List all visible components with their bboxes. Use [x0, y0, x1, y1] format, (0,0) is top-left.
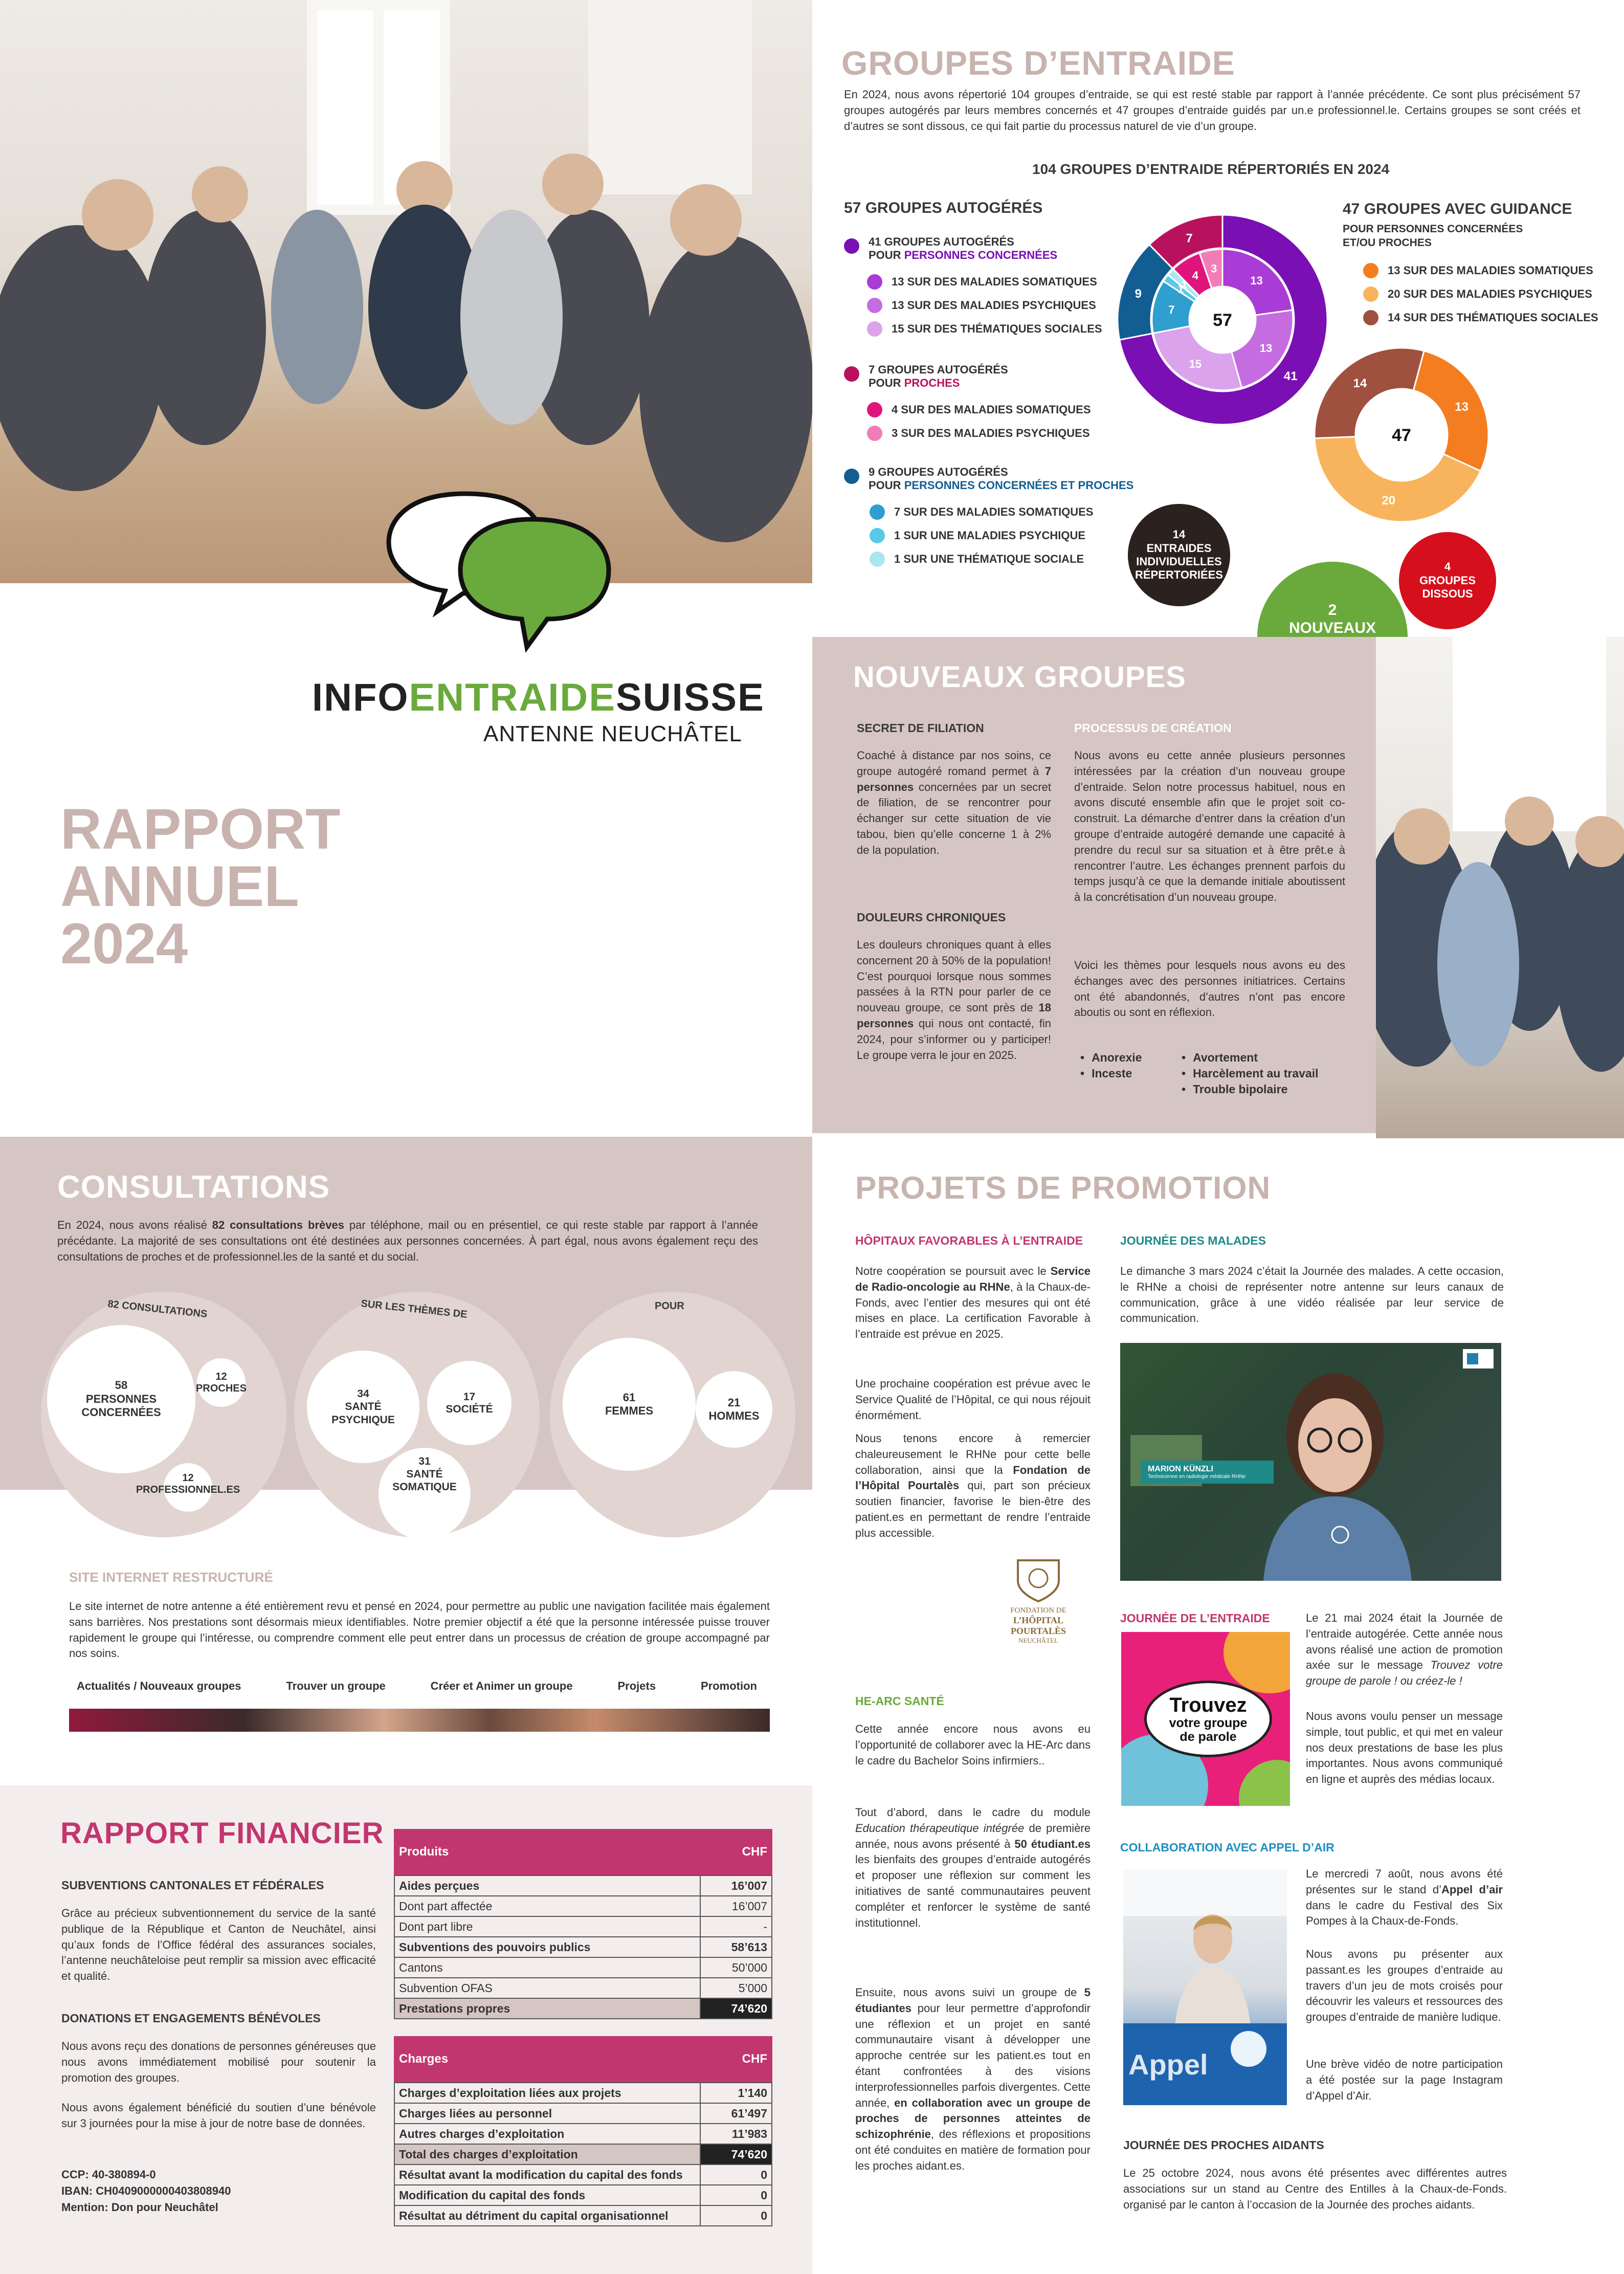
video-still[interactable] — [1120, 1343, 1501, 1581]
dot-g1 — [844, 238, 859, 254]
nouveaux-p3: Nous avons eu cette année plusieurs personnes intéressées par la création d’un nouveau groupe d’entraide. Selon notre processus habituel, nous en avons discuté ensemble afin que le projet soit co-construit. La démarche d’entrer dans la création d’un groupe d’entraide autogéré demande une capacité à prendre du recul sur sa situation et à être prêt.e à rencontrer l’autre. Les échanges prennent parfois du temps jusqu’à ce que la demande initiale aboutissent à la concrétisation d’un nouveau groupe. — [1074, 749, 1345, 904]
fin-label: Prestations propres — [394, 1998, 700, 2019]
promo-h-jm: JOURNÉE DES MALADES — [1120, 1234, 1266, 1247]
fin-row — [394, 2165, 772, 2185]
fin-label: Cantons — [394, 1957, 700, 1978]
fin-row — [394, 1875, 772, 1896]
promo-title: PROJETS DE PROMOTION — [855, 1171, 1271, 1206]
speech-bubbles-logo — [379, 489, 614, 657]
promo-p-je1: Le 21 mai 2024 était la Journée de l’entraide autogérée. Cette année nous avons réalisé une action de promotion axée sur le message Trouvez votre groupe de parole ! ou créez-le ! — [1306, 1611, 1503, 1688]
promo-p-ap1: Le mercredi 7 août, nous avons été présentes sur le stand d’Appel d’air dans le cadre du Festival des Six Pompes à la Chaux-de-Fonds. — [1306, 1867, 1503, 1928]
circle-proches: 12 PROCHES — [197, 1358, 246, 1407]
fin-label: Modification du capital des fonds — [394, 2185, 700, 2205]
report-line2: ANNUEL — [60, 854, 299, 918]
promo-p-pa: Le 25 octobre 2024, nous avons été présentes avec différentes autres associations sur un stand au Centre des Entilles à la Chaux-de-Fonds. organisé par le canton à l’occasion de la Journée des proches aidants. — [1123, 2167, 1507, 2211]
fin-value: 5’000 — [700, 1978, 772, 1998]
pourtales-crest-icon — [1010, 1555, 1066, 1604]
fin-label: Résultat au détriment du capital organisationnel — [394, 2205, 700, 2226]
promo-h-ap: COLLABORATION AVEC APPEL D’AIR — [1120, 1841, 1334, 1854]
report-line1: RAPPORT — [60, 797, 341, 861]
legend-g3-1: 7 SUR DES MALADIES SOMATIQUES — [870, 504, 1094, 520]
promo-p-he2: Tout d’abord, dans le cadre du module Education thérapeutique intégrée de première année, nous avons présenté à 50 étudiant.es les bienfaits des groupes d’entraide autogérés et proposer une réflexion sur comment les initiatives de santé communautaires peuvent compléter et renforcer le système de santé institutionnel. — [855, 1806, 1091, 1929]
fin-value: 74’620 — [700, 1998, 772, 2019]
finance-p1: Grâce au précieux subventionnement du service de la santé publique de la République et Canton de Neuchâtel, ainsi qu’aux fonds de l’Office fédéral des assurances sociales, l’antenne neuchâteloise peut remplir sa mission avec efficacité et qualité. — [61, 1907, 376, 1983]
site-banner-image — [69, 1709, 770, 1732]
promo-p-hop1: Notre coopération se poursuit avec le Service de Radio-oncologie au RHNe, à la Chaux-de-Fonds, avec l’entier des mesures qui ont été mises en place. La certification Favorable à l’entraide est prévue en 2025. — [855, 1265, 1091, 1341]
site-title: SITE INTERNET RESTRUCTURÉ — [69, 1570, 273, 1585]
legend-g2: 7 GROUPES AUTOGÉRÉS POUR PROCHES — [844, 363, 1008, 390]
circle-somatique: 31 SANTÉ SOMATIQUE — [379, 1448, 471, 1540]
circle2-label: SUR LES THÈMES DE — [360, 1298, 468, 1320]
finance-h2: DONATIONS ET ENGAGEMENTS BÉNÉVOLES — [61, 2012, 321, 2025]
promo-p-hop3: Nous tenons encore à remercier chaleureusement le RHNe pour cette belle collaboration, ainsi que la Fondation de l’Hôpital Pourtalès qui, part son précieux soutien financier, favorise le bien-être des patient.es en permettant de rendre l’entraide plus accessible. — [855, 1432, 1091, 1539]
promo-p-ap2: Nous avons pu présenter aux passant.es les groupes d’entraide au travers d’un jeu de mots croisés pour découvrir les valeurs et ressources des groupes d’entraide de manière ludique. — [1306, 1948, 1503, 2024]
iban: IBAN: CH0409000000403808940 — [61, 2184, 231, 2197]
fin-value: 11’983 — [700, 2124, 772, 2144]
fin-label: Autres charges d’exploitation — [394, 2124, 700, 2144]
donut-label: 13 — [1250, 274, 1263, 288]
nouveaux-list-1: • Anorexie • Inceste — [1080, 1050, 1142, 1081]
fin-label: Subvention OFAS — [394, 1978, 700, 1998]
produits-header: Produits CHF — [394, 1829, 772, 1875]
table-charges — [394, 2036, 772, 2226]
fin-value: 50’000 — [700, 1957, 772, 1978]
circle1-label: 82 CONSULTATIONS — [107, 1298, 208, 1320]
nouveaux-h1: SECRET DE FILIATION — [857, 721, 984, 735]
fin-label: Charges d’exploitation liées aux projets — [394, 2083, 700, 2103]
fin-value: 0 — [700, 2205, 772, 2226]
fin-value: 0 — [700, 2165, 772, 2185]
video-caption: MARION KÜNZLI Technicienne en radiologie médicale RHNe — [1141, 1461, 1274, 1484]
promo-p-ap3: Une brève vidéo de notre participation a été postée sur la page Instagram d’Appel d’Air. — [1306, 2058, 1503, 2102]
brand-antenna: ANTENNE NEUCHÂTEL — [483, 721, 742, 746]
pourtales-logo: FONDATION DE L’HÔPITAL POURTALÈS NEUCHÂTEL — [987, 1555, 1089, 1645]
circle-concernees: 58 PERSONNES CONCERNÉES — [47, 1325, 195, 1473]
fin-value: 16’007 — [700, 1875, 772, 1896]
fin-label: Résultat avant la modification du capital des fonds — [394, 2165, 700, 2185]
fin-value: 16’007 — [700, 1896, 772, 1916]
donut-label: 14 — [1353, 376, 1367, 390]
fin-row — [394, 1896, 772, 1916]
promo-p-jm: Le dimanche 3 mars 2024 c’était la Journée des malades. A cette occasion, le RHNe a choisi de représenter notre antenne sur leurs canaux de communication, grâce à une vidéo réalisée par leur service de communication. — [1120, 1265, 1504, 1325]
table-produits — [394, 1829, 772, 2019]
legend-guid-3: 14 SUR DES THÉMATIQUES SOCIALES — [1363, 310, 1598, 325]
fin-value: 0 — [700, 2185, 772, 2205]
promo-p-hop2: Une prochaine coopération est prévue avec le Service Qualité de l’Hôpital, ce qui nous réjouit énormément. — [855, 1377, 1091, 1422]
finance-p2: Nous avons reçu des donations de personnes généreuses que nous avons immédiatement mobilisé pour soutenir la promotion des groupes. — [61, 2040, 376, 2084]
legend-g1-2: 13 SUR DES MALADIES PSYCHIQUES — [867, 298, 1096, 313]
fin-value: - — [700, 1916, 772, 1937]
groupes-title: GROUPES D’ENTRAIDE — [841, 44, 1235, 82]
legend-g1-3: 15 SUR DES THÉMATIQUES SOCIALES — [867, 321, 1102, 337]
groupes-intro: En 2024, nous avons répertorié 104 groupes d’entraide, se qui est resté stable par rapport à l’année précédente. Ce sont plus précisément 57 groupes autogérés par leurs membres concernés et 47 groupes d’entraide guidés par un.e professionnel.le. Certains groupes se sont créés et d’autres se sont dissous, ce qui fait partie du processus naturel de vie d’un groupe. — [844, 88, 1581, 133]
fin-label: Aides perçues — [394, 1875, 700, 1896]
site-nav — [69, 1680, 770, 1693]
finance-title: RAPPORT FINANCIER — [60, 1817, 384, 1850]
guid-heading: 47 GROUPES AVEC GUIDANCE — [1343, 201, 1572, 217]
fin-row — [394, 1957, 772, 1978]
fin-value: 74’620 — [700, 2144, 772, 2165]
donut-label: 3 — [1211, 262, 1217, 275]
fin-value: 1’140 — [700, 2083, 772, 2103]
site-nav-promotion[interactable]: Promotion — [700, 1680, 757, 1692]
fin-row — [394, 1916, 772, 1937]
produits-rows — [394, 1875, 772, 2019]
legend-g2-1: 4 SUR DES MALADIES SOMATIQUES — [867, 402, 1091, 417]
fin-row — [394, 1998, 772, 2019]
nouveaux-h3: PROCESSUS DE CRÉATION — [1074, 721, 1232, 735]
circle-professionnels: 12 PROFESSIONNEL.ES — [164, 1463, 212, 1512]
fin-row — [394, 1937, 772, 1957]
donut-label: 13 — [1455, 400, 1469, 414]
promo-p-je2: Nous avons voulu penser un message simple, tout public, et qui met en valeur nos deux prestations de base les plus importantes. Nous avons communiqué en ligne et auprès des médias locaux. — [1306, 1710, 1503, 1786]
legend-guid-2: 20 SUR DES MALADIES PSYCHIQUES — [1363, 286, 1592, 302]
promo-p-he3: Ensuite, nous avons suivi un groupe de 5 étudiantes pour leur permettre d’approfondir une réflexion et un projet en santé communautaire visant à développer une approche centrée sur les patient.es tout en étant confrontées à des visions interprofessionnelles parfois divergentes. Cette année, en collaboration avec un groupe de proches de personnes atteintes de schizophrénie, des réflexions et propositions ont été conduites en matière de formation pour les proches aidant.es. — [855, 1986, 1091, 2172]
auto-heading: 57 GROUPES AUTOGÉRÉS — [844, 200, 1043, 216]
fin-value: 58’613 — [700, 1937, 772, 1957]
chart-57-autogeres — [1115, 212, 1330, 427]
donut-label: 20 — [1382, 493, 1396, 507]
promo-p-he1: Cette année encore nous avons eu l’opportunité de collaborer avec la HE-Arc dans le cadre du Bachelor Soins infirmiers.. — [855, 1723, 1091, 1767]
bubble-crees: 2 NOUVEAUX — [1253, 558, 1412, 716]
legend-g2-2: 3 SUR DES MALADIES PSYCHIQUES — [867, 426, 1090, 441]
fin-row — [394, 2083, 772, 2103]
site-nav-trouver[interactable]: Trouver un groupe — [286, 1680, 386, 1692]
fin-label: Dont part libre — [394, 1916, 700, 1937]
donut-label: 1 — [1181, 278, 1188, 291]
fin-row — [394, 2205, 772, 2226]
donut-label: 4 — [1192, 269, 1198, 282]
group-photo-2 — [1376, 637, 1624, 1138]
circle3-label: POUR — [655, 1300, 684, 1312]
donut-label: 9 — [1134, 286, 1142, 301]
circle-societe: 17 SOCIÉTÉ — [427, 1361, 511, 1445]
ccp: CCP: 40-380894-0 — [61, 2168, 156, 2181]
site-nav-actualites[interactable]: Actualités / Nouveaux groupes — [77, 1680, 241, 1692]
promo-h-hop: HÔPITAUX FAVORABLES À L’ENTRAIDE — [855, 1234, 1083, 1247]
fin-label: Subventions des pouvoirs publics — [394, 1937, 700, 1957]
promo-h-pa: JOURNÉE DES PROCHES AIDANTS — [1123, 2138, 1324, 2152]
circle-hommes: 21 HOMMES — [696, 1371, 772, 1448]
appel-air-photo — [1123, 1870, 1287, 2105]
site-nav-projets[interactable]: Projets — [617, 1680, 656, 1692]
poster-bubble: Trouvez votre groupe de parole — [1144, 1681, 1272, 1757]
mention: Mention: Don pour Neuchâtel — [61, 2200, 218, 2214]
fin-row — [394, 2144, 772, 2165]
fin-row — [394, 2103, 772, 2124]
report-line3: 2024 — [60, 912, 188, 976]
donut-label: 13 — [1259, 342, 1273, 355]
fin-row — [394, 2124, 772, 2144]
nouveaux-p2: Les douleurs chroniques quant à elles concernent 20 à 50% de la population! C’est pourquoi lorsque nous sommes passées à la RTN pour parler de ce nouveau groupe, ce sont près de 18 personnes qui nous ont contacté, fin 2024, pour s’informer ou y participer! Le groupe verra le jour en 2025. — [857, 938, 1051, 1062]
nouveaux-h2: DOULEURS CHRONIQUES — [857, 911, 1006, 924]
finance-h1: SUBVENTIONS CANTONALES ET FÉDÉRALES — [61, 1879, 324, 1892]
brand-name: INFOENTRAIDESUISSE — [312, 676, 765, 719]
donut-label: 1 — [1177, 282, 1184, 296]
finance-bank — [61, 2167, 231, 2216]
guid-subheading: POUR PERSONNES CONCERNÉES ET/OU PROCHES — [1343, 223, 1523, 249]
report-title — [60, 797, 341, 976]
fin-row — [394, 2185, 772, 2205]
consult-title: CONSULTATIONS — [57, 1169, 330, 1205]
legend-g3: 9 GROUPES AUTOGÉRÉS POUR PERSONNES CONCERNÉES ET PROCHES — [844, 466, 1133, 492]
nouveaux-title: NOUVEAUX GROUPES — [853, 660, 1186, 694]
fin-label: Total des charges d’exploitation — [394, 2144, 700, 2165]
consult-intro: En 2024, nous avons réalisé 82 consultations brèves par téléphone, mail ou en présentiel, ce qui reste stable par rapport à l’année précédante. La majorité de ses consultations ont été destinées aux personnes concernées. À part égal, nous avons également reçu des consultations de proches et de professionnel.les de la santé et du social. — [57, 1219, 758, 1263]
charges-rows — [394, 2082, 772, 2226]
legend-g3-2: 1 SUR UNE MALADIES PSYCHIQUE — [870, 528, 1085, 543]
groupes-chart-heading: 104 GROUPES D’ENTRAIDE RÉPERTORIÉS EN 2024 — [1032, 161, 1390, 177]
finance-p3: Nous avons également bénéficié du soutien d’une bénévole sur 3 journées pour la mise à jour de notre base de données. — [61, 2101, 376, 2130]
bubble-dissous: 4 GROUPES DISSOUS — [1399, 532, 1496, 629]
site-text: Le site internet de notre antenne a été entièrement revu et pensé en 2024, pour permettre au public une navigation facilitée mais également sans barrières. Nos prestations sont désormais mieux identifiables. Notre premier objectif a été que la personne intéressée puisse trouver rapidement le groupe qui l’intéresse, ou comprendre comment elle peut entrer dans un processus de création de groupe accompagné par nos soins. — [69, 1600, 770, 1660]
donut-label: 41 — [1283, 369, 1298, 384]
nouveaux-p4: Voici les thèmes pour lesquels nous avons eu des échanges avec des personnes initiatrices. Certains ont été abandonnés, d’autres n’ont pas encore aboutis ou sont en réflexion. — [1074, 959, 1345, 1019]
legend-g1: 41 GROUPES AUTOGÉRÉS POUR PERSONNES CONCERNÉES — [844, 235, 1057, 262]
donut-center-label: 47 — [1392, 425, 1411, 445]
site-nav-creer[interactable]: Créer et Animer un groupe — [430, 1680, 573, 1692]
promo-h-he: HE-ARC SANTÉ — [855, 1694, 944, 1708]
nouveaux-p1: Coaché à distance par nos soins, ce groupe autogéré romand permet à 7 personnes concernées par un secret de filiation, de se rencontrer pour échanger sur cette situation de vie tabou, bien qu’elle concerne 1 à 2% de la population. — [857, 749, 1051, 856]
donut-center-label: 57 — [1213, 310, 1232, 330]
donut-label: 7 — [1186, 231, 1193, 246]
poster-trouvez — [1121, 1632, 1290, 1806]
nouveaux-list-2: • Avortement • Harcèlement au travail • Trouble bipolaire — [1182, 1050, 1319, 1097]
fin-label: Dont part affectée — [394, 1896, 700, 1916]
chart-47-guidance — [1312, 345, 1491, 524]
charges-header: Charges CHF — [394, 2036, 772, 2082]
fin-value: 61’497 — [700, 2103, 772, 2124]
donut-label: 15 — [1189, 358, 1202, 371]
bubble-individuelles: 14 ENTRAIDES INDIVIDUELLES RÉPERTORIÉES — [1128, 504, 1230, 606]
fin-row — [394, 1978, 772, 1998]
donut-label: 7 — [1168, 303, 1175, 317]
legend-guid-1: 13 SUR DES MALADIES SOMATIQUES — [1363, 263, 1593, 278]
legend-g1-1: 13 SUR DES MALADIES SOMATIQUES — [867, 274, 1097, 290]
fin-label: Charges liées au personnel — [394, 2103, 700, 2124]
circle-femmes: 61 FEMMES — [563, 1338, 696, 1471]
legend-g3-3: 1 SUR UNE THÉMATIQUE SOCIALE — [870, 551, 1084, 567]
svg-text:Appel: Appel — [1128, 2048, 1208, 2081]
promo-h-je: JOURNÉE DE L’ENTRAIDE — [1120, 1611, 1270, 1625]
circle-psychique: 34 SANTÉ PSYCHIQUE — [307, 1351, 419, 1463]
